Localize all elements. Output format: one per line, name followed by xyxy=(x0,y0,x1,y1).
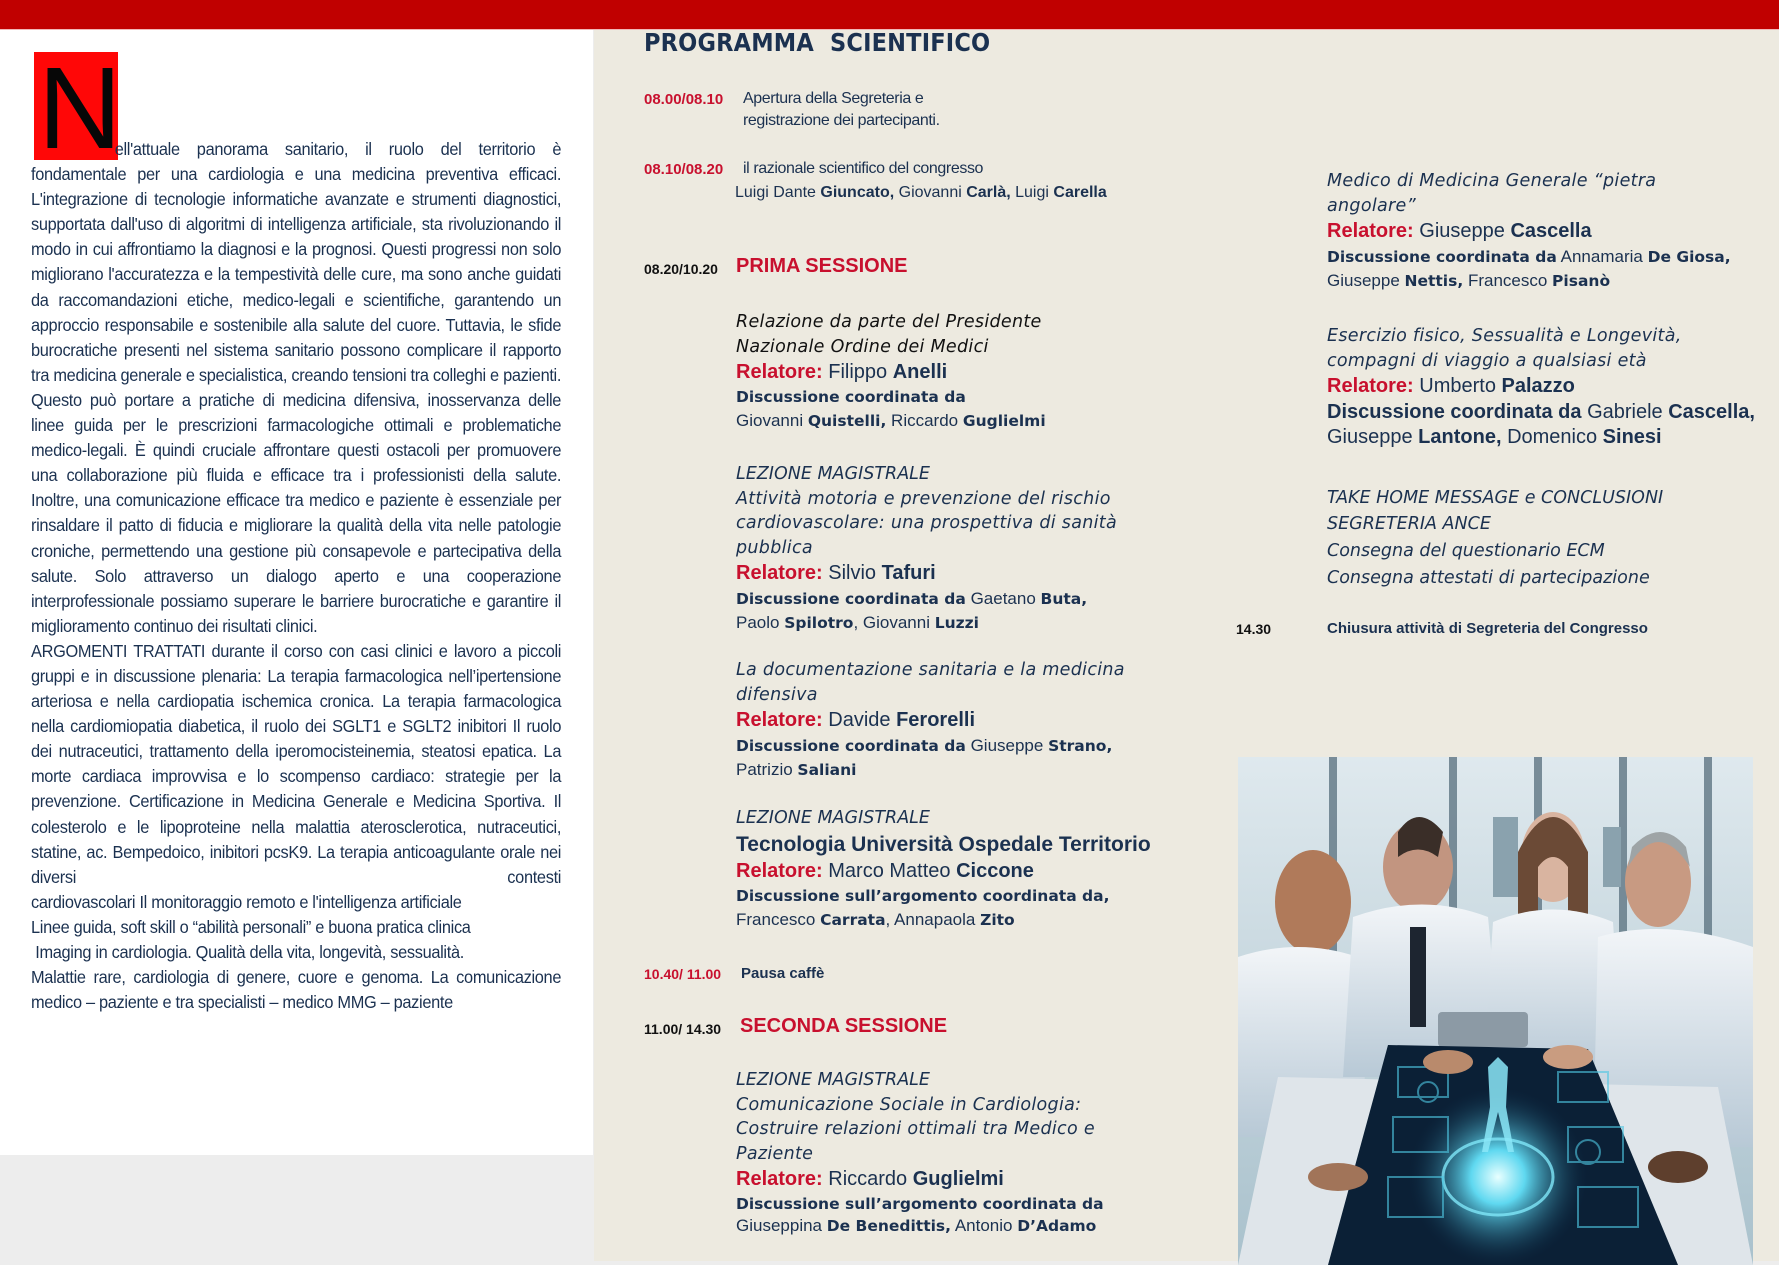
mod-first: , Annapaola xyxy=(885,909,981,929)
s1t2-title-1: Attività motoria e prevenzione del rischio xyxy=(736,488,1111,509)
speaker-last: Ferorelli xyxy=(896,709,975,731)
mod-last: Zito xyxy=(980,910,1015,929)
disc-label: Discussione coordinata da xyxy=(736,388,966,406)
intro-line-c: Imaging in cardiologia. Qualità della vita, longevità, sessualità. xyxy=(31,942,464,962)
mod-first: Gabriele xyxy=(1581,401,1669,423)
disc-label: Discussione sull’argomento coordinata da xyxy=(736,1195,1104,1213)
mod-first: Giuseppina xyxy=(736,1216,827,1235)
mod-last: De Giosa, xyxy=(1647,248,1731,266)
intro-paragraph-3: Malattie rare, cardiologia di genere, cuore e genoma. La comunicazione medico – paziente e tra specialisti – medico MMG – paziente xyxy=(31,967,562,1013)
speaker-last: Guglielmi xyxy=(912,1168,1004,1190)
s1t4-speaker xyxy=(736,858,1151,885)
disc-label: Discussione coordinata da xyxy=(736,590,966,608)
s1t3-title-2: difensiva xyxy=(736,684,818,705)
mod-first: Francesco xyxy=(736,909,821,929)
s1-talk-1 xyxy=(736,310,1046,433)
s1t4-title: Tecnologia Università Ospedale Territorio xyxy=(736,832,1151,856)
s1-talk-4 xyxy=(736,806,1151,932)
rationale-speakers xyxy=(735,182,1107,204)
intro-line-b: Linee guida, soft skill o “abilità personali” e buona pratica clinica xyxy=(31,916,471,937)
s2-talk-3 xyxy=(1327,324,1755,450)
break-label: Pausa caffè xyxy=(741,965,825,982)
mod-first: Antonio xyxy=(951,1216,1018,1235)
speaker-first: Giuseppe xyxy=(1413,220,1511,242)
speaker-first: Davide xyxy=(822,709,897,731)
rationale-name-3-first: Luigi xyxy=(1010,184,1054,201)
mod-last: Luzzi xyxy=(934,614,979,632)
relatore-label: Relatore: xyxy=(736,361,823,383)
top-red-bar xyxy=(0,0,1779,30)
relatore-label: Relatore: xyxy=(736,562,823,584)
mod-first: Domenico xyxy=(1501,426,1603,448)
s1t2-title-2: cardiovascolare: una prospettiva di sanità xyxy=(736,513,1117,533)
s1t1-moderators xyxy=(736,409,1046,433)
s2t3-title-1: Esercizio fisico, Sessualità e Longevità, xyxy=(1327,326,1682,346)
s2t1-title-2: Costruire relazioni ottimali tra Medico e xyxy=(736,1119,1095,1139)
mod-last: Sinesi xyxy=(1602,426,1662,448)
mod-last: Strano, xyxy=(1048,737,1113,755)
closing-line-3: Consegna del questionario ECM xyxy=(1327,541,1605,561)
opening-line-1: Apertura della Segreteria e xyxy=(743,90,924,107)
mod-last: Spilotro xyxy=(784,614,854,632)
s2t2-moderators xyxy=(1327,269,1731,293)
s1t1-title-1: Relazione da parte del Presidente xyxy=(736,312,1042,332)
s1t3-discussion xyxy=(736,734,1125,758)
opening-item xyxy=(743,88,940,132)
drop-cap-letter: N xyxy=(38,43,122,173)
s1t3-moderators xyxy=(736,758,1125,782)
s2t3-discussion xyxy=(1327,400,1755,425)
s2t3-title-2: compagni di viaggio a qualsiasi età xyxy=(1327,350,1647,371)
rationale-name-1-first: Luigi Dante xyxy=(735,184,821,201)
closing-line-1: TAKE HOME MESSAGE e CONCLUSIONI xyxy=(1327,488,1664,508)
mod-last: D’Adamo xyxy=(1017,1217,1097,1235)
disc-label: Discussione coordinata da xyxy=(1327,401,1582,423)
speaker-last: Tafuri xyxy=(881,562,936,584)
speaker-first: Filippo xyxy=(822,361,893,383)
s2t3-speaker xyxy=(1327,373,1755,400)
closing-line-4: Consegna attestati di partecipazione xyxy=(1327,568,1650,588)
time-rationale: 08.10/08.20 xyxy=(644,161,724,178)
mod-first: Patrizio xyxy=(736,760,798,779)
disc-label: Discussione sull’argomento coordinata da xyxy=(736,886,1104,905)
mod-first: Giuseppe xyxy=(965,736,1049,755)
s2t3-moderators xyxy=(1327,425,1755,450)
photo-illustration xyxy=(1238,757,1753,1265)
s1t2-moderators xyxy=(736,611,1117,635)
speaker-first: Silvio xyxy=(822,562,882,584)
relatore-label: Relatore: xyxy=(1327,220,1414,242)
s2-talk-1 xyxy=(736,1068,1104,1236)
rationale-name-3-last: Carella xyxy=(1053,184,1107,201)
time-end: 14.30 xyxy=(1236,621,1272,637)
disc-label: Discussione coordinata da xyxy=(1327,248,1557,266)
s1t3-title-1: La documentazione sanitaria e la medicina xyxy=(736,660,1125,680)
rationale-name-1-last: Giuncato, xyxy=(820,184,895,201)
program-title: PROGRAMMA SCIENTIFICO xyxy=(644,28,991,57)
intro-paragraph-1: fondamentale per una cardiologia e una medicina preventiva efficaci. L'integrazione di tecnologie informatiche avanzate e strumenti diagnostici, supportata dall'uso di algoritmi di intelligenza artificiale, sta rivoluzionando il modo in cui affrontiamo la diagnosi e la prognosi. Questi progressi non solo migliorano l'accuratezza e la tempestività delle cure, ma sono anche guidati da raccomandazioni etiche, medico-legali e scientifiche, garantendo un approccio responsabile e sostenibile alla salute del cuore. Tuttavia, le sfide burocratiche presenti nel sistema sanitario possono complicare il rapporto tra medicina generale e specialistica, creando tensioni tra colleghi e pazienti. Questo può portare a pratiche di medicina difensiva, inosservanza delle linee guida per le prescrizioni farmacologiche ottimali e problematiche medico-legali. È quindi cruciale affrontare questi ostacoli per promuovere una collaborazione più fluida e efficace tra i professionisti della salute. Inoltre, una comunicazione efficace tra medico e paziente è essenziale per rinsaldare il patto di fiducia e migliorare la qualità della vita nelle patologie croniche, permettendo una gestione più consapevole e partecipativa della salute. Solo attraverso un dialogo aperto e una cooperazione interprofessionale possiamo superare le barriere burocratiche e garantire il miglioramento continuo dei risultati clinici. xyxy=(31,164,562,636)
s1-talk-3 xyxy=(736,658,1125,782)
time-opening: 08.00/08.10 xyxy=(644,91,724,108)
intro-first-line: ell'attuale panorama sanitario, il ruolo del territorio è xyxy=(114,139,562,159)
session-1-label: PRIMA SESSIONE xyxy=(736,255,908,277)
speaker-first: Umberto xyxy=(1413,375,1502,397)
mod-first: Annamaria xyxy=(1556,247,1648,266)
s2t1-kicker: LEZIONE MAGISTRALE xyxy=(736,1070,930,1090)
s1t1-discussion xyxy=(736,386,1046,409)
mod-last: De Benedittis, xyxy=(826,1217,952,1235)
mod-last: Buta, xyxy=(1040,590,1088,608)
s1t4-discussion xyxy=(736,885,1151,908)
mod-last: Nettis, xyxy=(1404,272,1464,290)
mod-first: Riccardo xyxy=(886,411,963,430)
speaker-last: Palazzo xyxy=(1501,375,1575,397)
s2t2-title-2: angolare” xyxy=(1327,195,1416,216)
s2-talk-2 xyxy=(1327,169,1731,293)
mod-last: Quistelli, xyxy=(807,412,887,430)
mod-first: Gaetano xyxy=(965,589,1041,608)
time-session-2: 11.00/ 14.30 xyxy=(644,1021,722,1037)
mod-first: , Giovanni xyxy=(853,613,935,632)
intro-line-a: cardiovascolari Il monitoraggio remoto e l'intelligenza artificiale xyxy=(31,891,462,912)
mod-first: Giovanni xyxy=(736,411,808,430)
disc-suffix: , xyxy=(1103,886,1110,905)
s2t1-discussion xyxy=(736,1193,1104,1216)
relatore-label: Relatore: xyxy=(1327,375,1414,397)
mod-last: Cascella, xyxy=(1668,401,1755,423)
speaker-last: Ciccone xyxy=(956,859,1034,882)
opening-line-2: registrazione dei partecipanti. xyxy=(743,112,940,129)
disc-label: Discussione coordinata da xyxy=(736,737,966,755)
s1t3-speaker xyxy=(736,707,1125,734)
s1t2-speaker xyxy=(736,560,1117,587)
s1-talk-2 xyxy=(736,462,1117,635)
s2t1-title-3: Paziente xyxy=(736,1143,814,1164)
speaker-first: Riccardo xyxy=(822,1168,913,1190)
mod-first: Giuseppe xyxy=(1327,271,1405,290)
mod-last: Carrata xyxy=(820,910,886,929)
rationale-name-2-last: Carlà, xyxy=(966,184,1011,201)
intro-paragraph-2: ARGOMENTI TRATTATI durante il corso con casi clinici e lavoro a piccoli gruppi e in discussione plenaria: La terapia farmacologica nell’ipertensione arteriosa e nella cardiopatia ischemica cronica. La terapia farmacologica nella cardiomiopatia diabetica, il ruolo dei SGLT1 e SGLT2 inibitori Il ruolo dei nutraceutici, trattamento della iperomocisteinemia, steatosi epatica. La morte cardiaca improvvisa e lo scompenso cardiaco: strategie per la prevenzione. Certificazione in Medicina Generale e Medicina Sportiva. Il colesterolo e le lipoproteine nella malattia aterosclerotica, nutraceutici, statine, ac. Bempedoico, inibitori pcsK9. La terapia anticoagulante orale nei diversi contesti xyxy=(31,640,562,887)
mod-last: Saliani xyxy=(797,761,857,779)
s2t1-title-1: Comunicazione Sociale in Cardiologia: xyxy=(736,1094,1082,1115)
s1t2-kicker: LEZIONE MAGISTRALE xyxy=(736,464,930,484)
s2t2-title-1: Medico di Medicina Generale “pietra xyxy=(1327,171,1657,191)
intro-text xyxy=(31,137,561,1015)
time-session-1: 08.20/10.20 xyxy=(644,261,718,277)
s1t2-title-3: pubblica xyxy=(736,537,813,558)
speaker-last: Anelli xyxy=(892,361,948,383)
s2t2-discussion xyxy=(1327,245,1731,269)
speaker-first: Marco Matteo xyxy=(822,859,957,882)
mod-last: Pisanò xyxy=(1552,272,1611,290)
s2-closing xyxy=(1327,486,1663,592)
relatore-label: Relatore: xyxy=(736,1168,823,1190)
s2t2-speaker xyxy=(1327,218,1731,245)
end-label: Chiusura attività di Segreteria del Congresso xyxy=(1327,620,1648,637)
mod-first: Paolo xyxy=(736,613,785,632)
speaker-last: Cascella xyxy=(1510,220,1592,242)
medical-team-photo xyxy=(1238,757,1753,1265)
session-2-label: SECONDA SESSIONE xyxy=(740,1015,948,1037)
relatore-label: Relatore: xyxy=(736,709,823,731)
mod-first: Giuseppe xyxy=(1327,426,1419,448)
mod-last: Guglielmi xyxy=(962,412,1046,430)
closing-line-2: SEGRETERIA ANCE xyxy=(1327,514,1491,534)
s1t4-kicker: LEZIONE MAGISTRALE xyxy=(736,808,930,828)
mod-last: Lantone, xyxy=(1418,426,1502,448)
s1t1-title-2: Nazionale Ordine dei Medici xyxy=(736,336,989,357)
mod-first: Francesco xyxy=(1463,271,1553,290)
s1t4-moderators xyxy=(736,908,1151,932)
rationale-item: il razionale scientifico del congresso xyxy=(743,160,984,177)
rationale-name-2-first: Giovanni xyxy=(894,184,967,201)
s1t1-speaker xyxy=(736,359,1046,386)
s1t2-discussion xyxy=(736,587,1117,611)
s2t1-speaker xyxy=(736,1166,1104,1193)
s2t1-moderators xyxy=(736,1216,1104,1236)
relatore-label: Relatore: xyxy=(736,859,823,882)
time-break: 10.40/ 11.00 xyxy=(644,966,722,982)
left-panel-bottom xyxy=(0,1155,593,1265)
